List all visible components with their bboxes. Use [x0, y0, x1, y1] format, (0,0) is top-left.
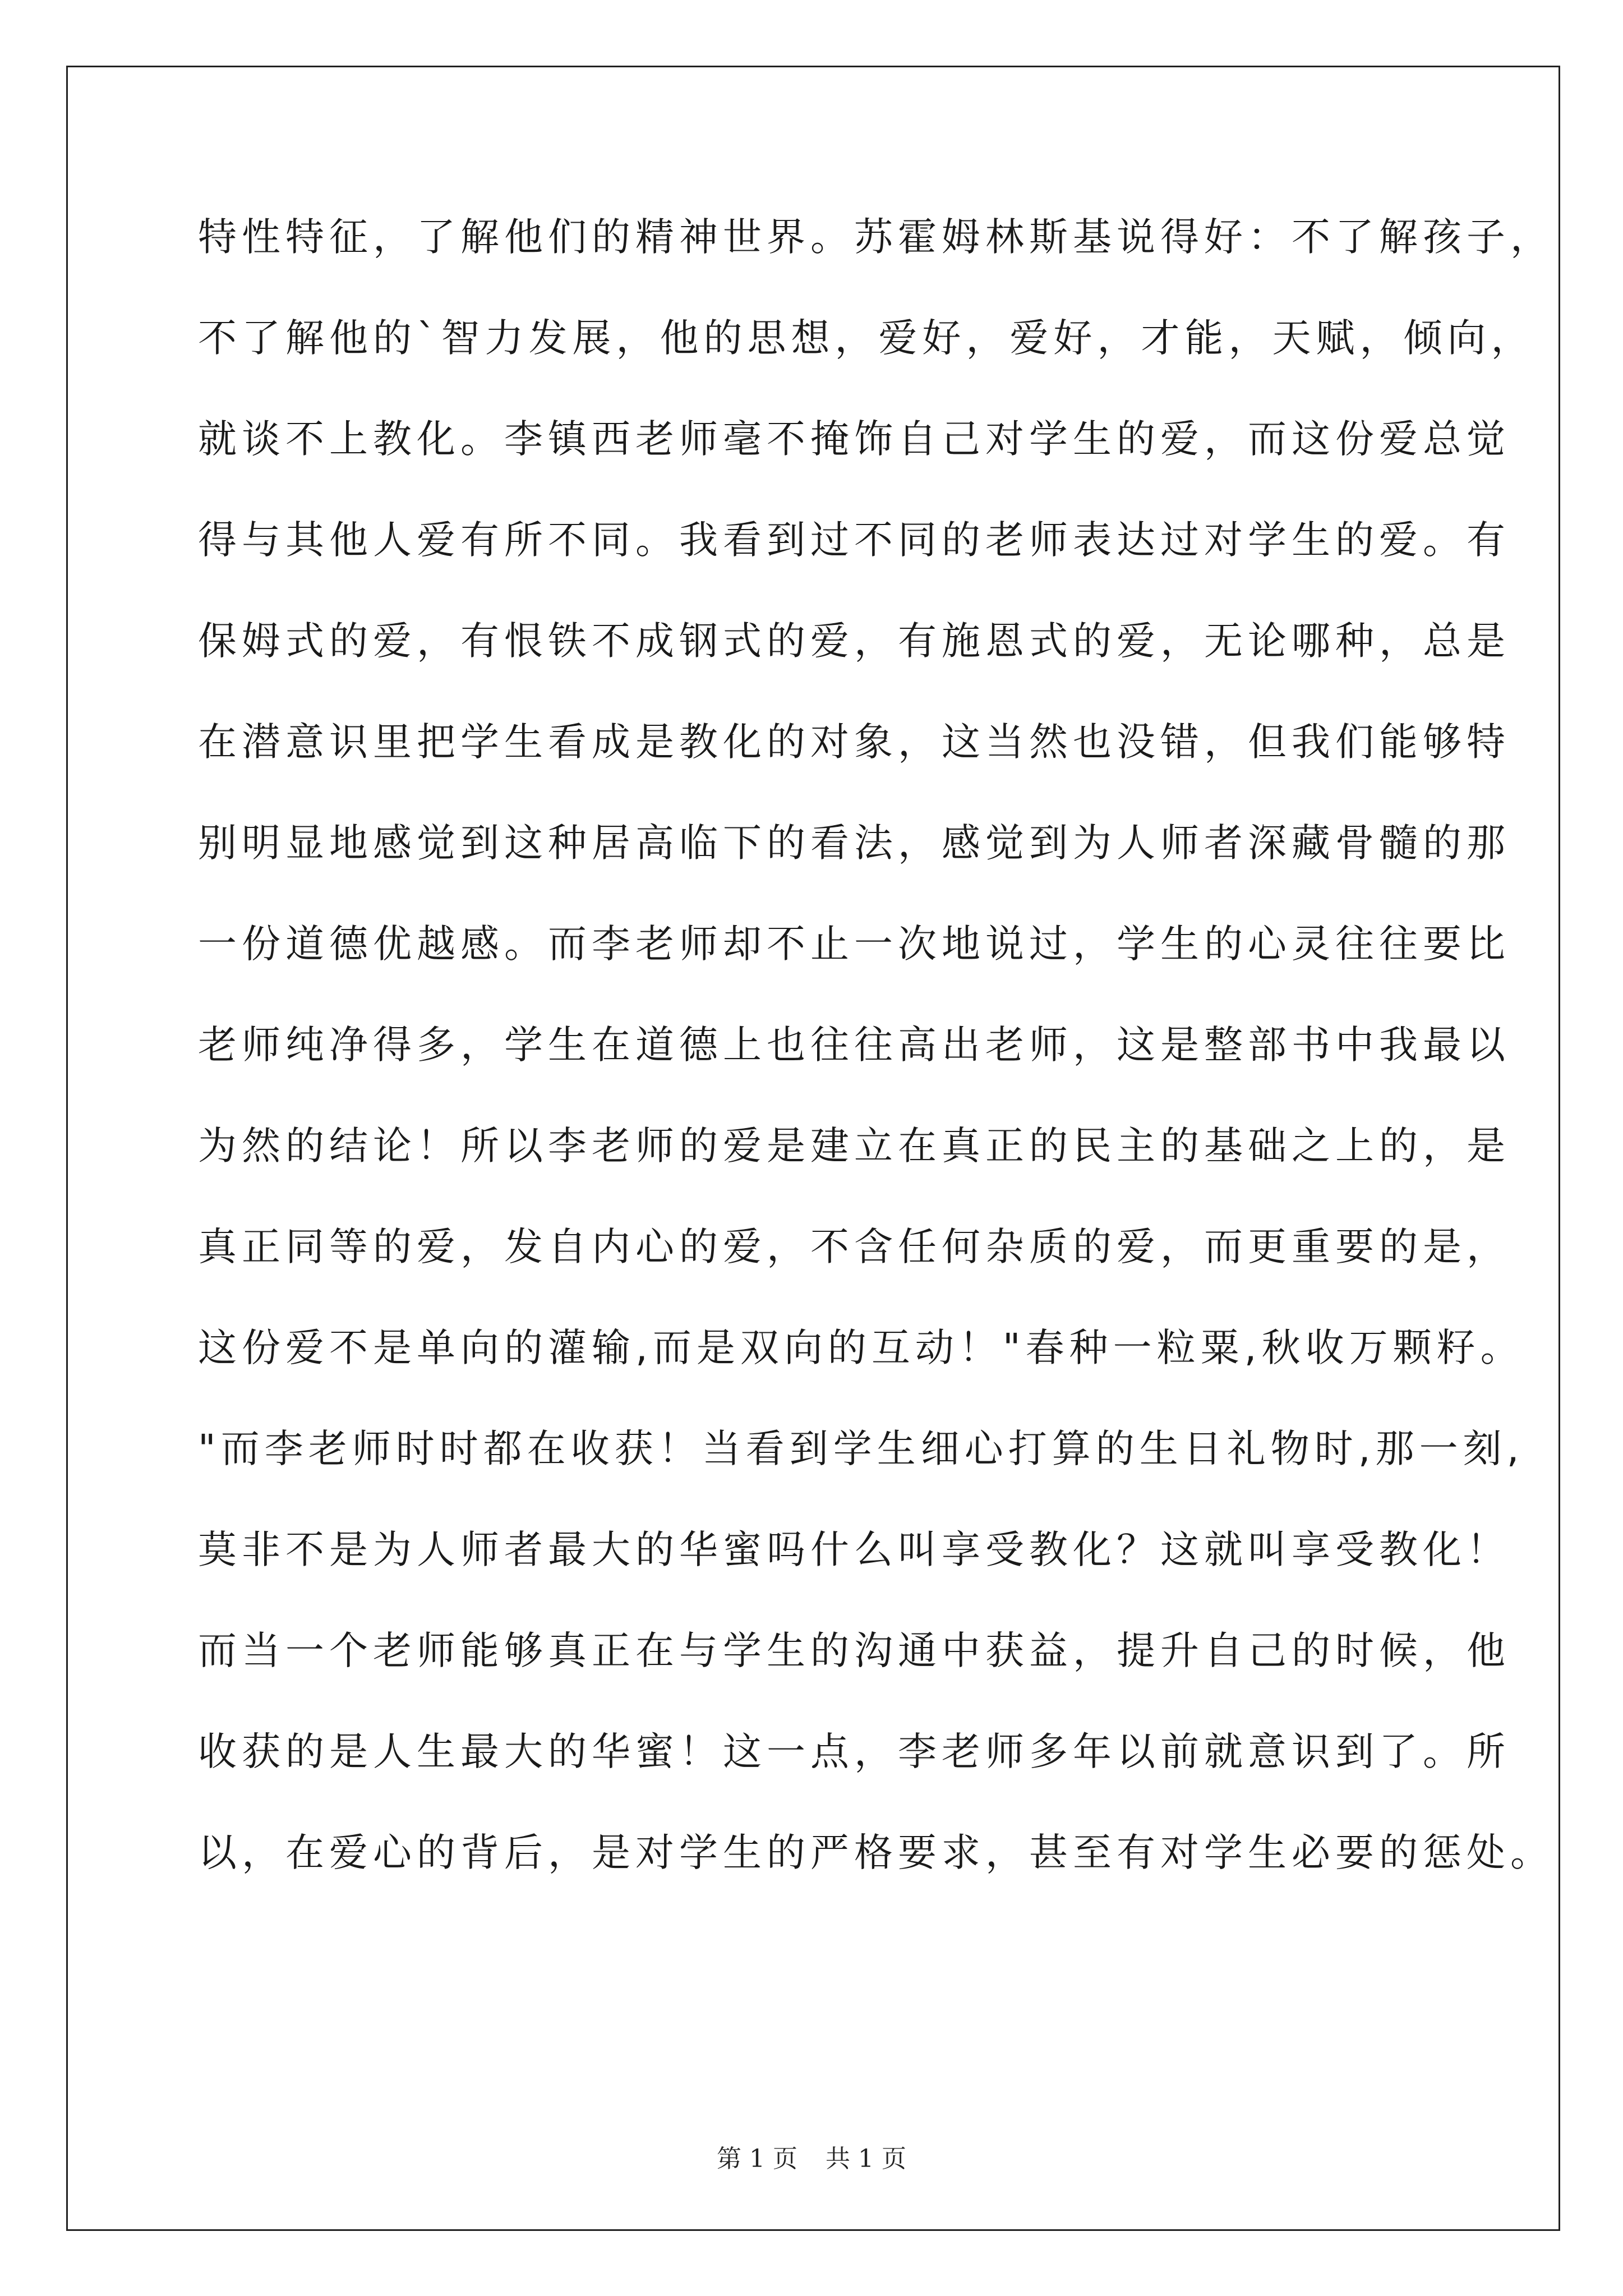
- text-line: 莫非不是为人师者最大的华蜜吗什么叫享受教化？这就叫享受教化！: [198, 1527, 1510, 1572]
- text-line: 而当一个老师能够真正在与学生的沟通中获益，提升自己的时候，他: [198, 1628, 1510, 1673]
- page-footer: [0, 2138, 1623, 2174]
- text-line: 特性特征，了解他们的精神世界。苏霍姆林斯基说得好：不了解孩子，: [198, 215, 1554, 260]
- text-line: 就谈不上教化。李镇西老师毫不掩饰自己对学生的爱，而这份爱总觉: [198, 417, 1510, 462]
- body-text: [198, 205, 1554, 1922]
- text-line: 得与其他人爱有所不同。我看到过不同的老师表达过对学生的爱。有: [198, 518, 1510, 563]
- text-line: 不了解他的`智力发展，他的思想，爱好，爱好，才能，天赋，倾向，: [198, 316, 1535, 361]
- page-total: 共 1 页: [826, 2145, 906, 2173]
- text-line: 一份道德优越感。而李老师却不止一次地说过，学生的心灵往往要比: [198, 922, 1510, 967]
- text-line: 真正同等的爱，发自内心的爱，不含任何杂质的爱，而更重要的是，: [198, 1225, 1510, 1269]
- text-line: "而李老师时时都在收获！当看到学生细心打算的生日礼物时,那一刻,: [198, 1427, 1524, 1471]
- page-number: 第 1 页: [717, 2145, 797, 2173]
- text-line: 这份爱不是单向的灌输,而是双向的互动！"春种一粒粟,秋收万颗籽。: [198, 1326, 1524, 1370]
- text-line: 保姆式的爱，有恨铁不成钢式的爱，有施恩式的爱，无论哪种，总是: [198, 619, 1510, 664]
- text-line: 老师纯净得多，学生在道德上也往往高出老师，这是整部书中我最以: [198, 1023, 1510, 1068]
- text-line: 在潜意识里把学生看成是教化的对象，这当然也没错，但我们能够特: [198, 720, 1510, 765]
- text-line: 别明显地感觉到这种居高临下的看法，感觉到为人师者深藏骨髓的那: [198, 821, 1510, 866]
- text-line: 以，在爱心的背后，是对学生的严格要求，甚至有对学生必要的惩处。: [198, 1830, 1554, 1875]
- text-line: 为然的结论！所以李老师的爱是建立在真正的民主的基础之上的，是: [198, 1124, 1510, 1168]
- text-line: 收获的是人生最大的华蜜！这一点，李老师多年以前就意识到了。所: [198, 1729, 1510, 1774]
